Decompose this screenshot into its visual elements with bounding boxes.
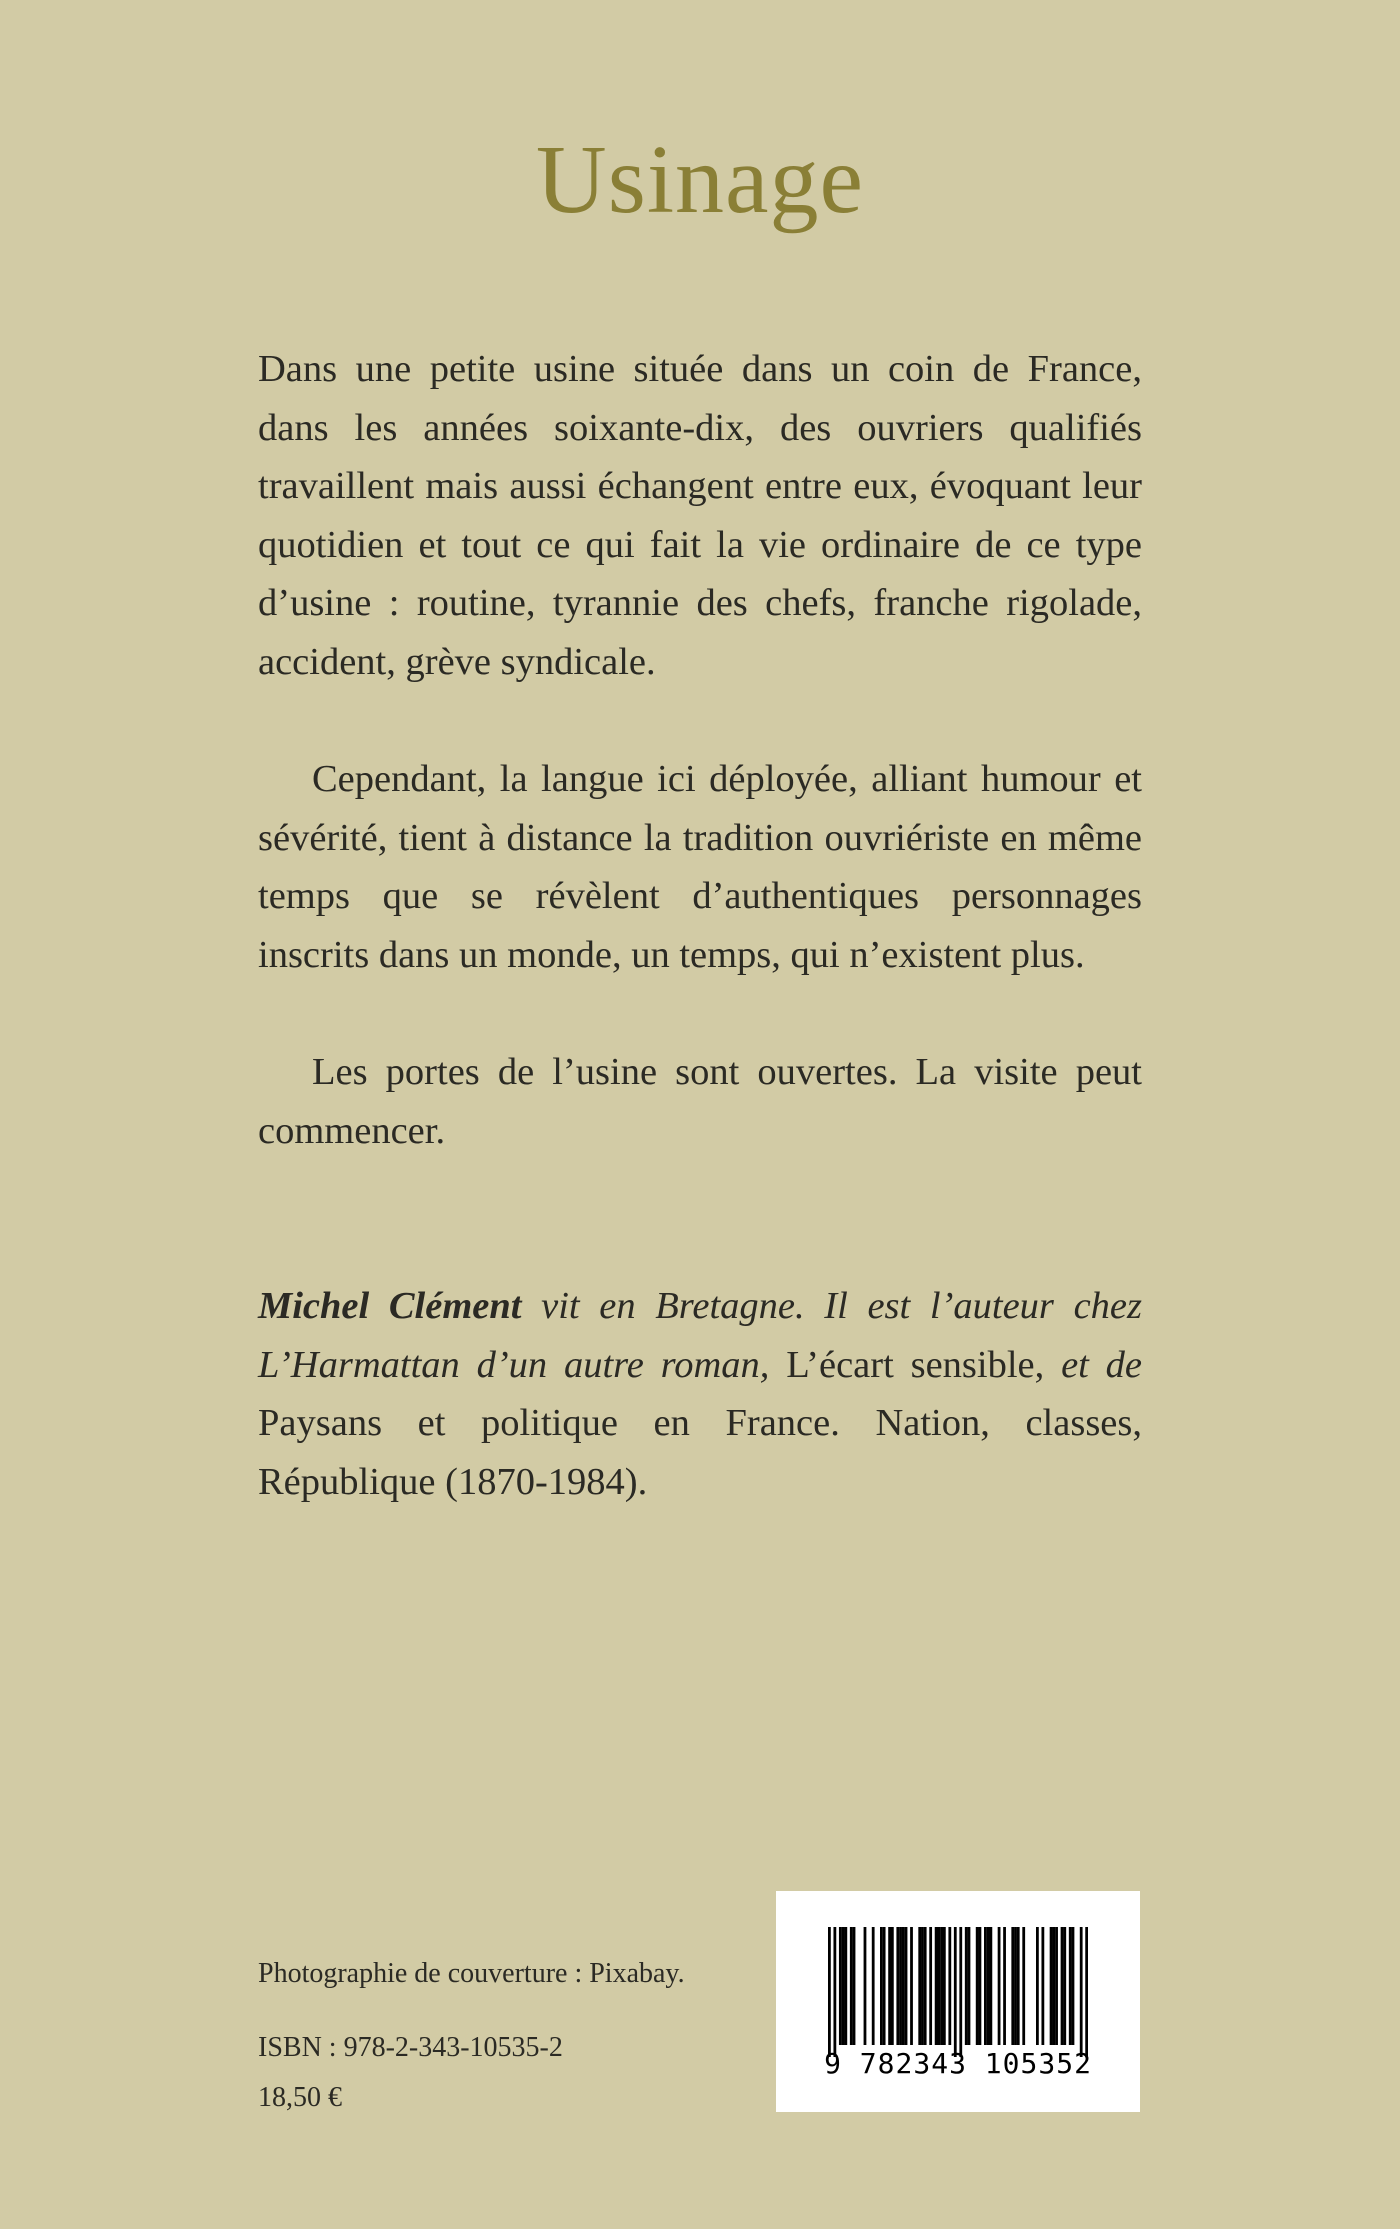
barcode-bar [902, 1927, 905, 2045]
barcode-bar [839, 1927, 842, 2045]
barcode-bar [1052, 1927, 1055, 2045]
blurb-paragraph-1: Dans une petite usine située dans un coin de France, dans les années soixante-dix, des ouvriers qualifiés travaillent mais aussi échangent entre eux, évoquant leur quotidien et tout ce qui fait la vie ordinaire de ce type d’usine : routine, tyrannie des chefs, franche rigolade, accident, grève syndicale. [258, 348, 1142, 683]
barcode-bar [979, 1927, 982, 2045]
back-cover-blurb [258, 340, 1142, 1570]
barcode-bar [910, 1927, 913, 2045]
barcode-bar [959, 1927, 962, 2057]
barcode-bar [948, 1927, 951, 2045]
barcode-bar [976, 1927, 979, 2045]
isbn: ISBN : 978-2-343-10535-2 [258, 2032, 563, 2063]
price: 18,50 € [258, 2082, 342, 2113]
barcode-bar [905, 1927, 908, 2045]
barcode-bar [1069, 1927, 1072, 2045]
barcode [776, 1891, 1140, 2112]
author-bio-text-1: vit en Bretagne. Il est l’auteur chez L’Harmattan d’un autre roman, [258, 1285, 1142, 1386]
barcode-bar [1022, 1927, 1025, 2045]
barcode-bar [940, 1927, 943, 2045]
barcode-bar [1011, 1927, 1014, 2045]
book-title-2: Paysans et politique en France. Nation, classes, République (1870-1984). [258, 1402, 1142, 1503]
barcode-bar [929, 1927, 932, 2045]
barcode-bar [1014, 1927, 1017, 2045]
barcode-bar [924, 1927, 927, 2045]
barcode-bar [872, 1927, 875, 2045]
barcode-bar [921, 1927, 924, 2045]
barcode-bar [1050, 1927, 1053, 2045]
barcode-bar [987, 1927, 990, 2045]
barcode-bar [1041, 1927, 1044, 2045]
blurb-paragraph-3: Les portes de l’usine sont ouvertes. La visite peut commencer. [258, 1051, 1142, 1152]
blurb-paragraph-2: Cependant, la langue ici déployée, alliant humour et sévérité, tient à distance la tradition ouvriériste en même temps que se révèlent d’authentiques personnages inscrits dans un monde, un temps, qui n’existent plus. [258, 758, 1142, 976]
book-title: Usinage [535, 126, 865, 234]
barcode-bar [935, 1927, 938, 2045]
barcode-bar [833, 1927, 836, 2057]
barcode-bar [880, 1927, 883, 2045]
book-title-1: L’écart sensible, [769, 1343, 1062, 1386]
barcode-bar [850, 1927, 853, 2045]
barcode-bar [1063, 1927, 1066, 2045]
barcode-bar [888, 1927, 891, 2045]
barcode-bar [998, 1927, 1001, 2045]
barcode-bar [1003, 1927, 1006, 2045]
barcode-bar [1072, 1927, 1075, 2045]
barcode-bar [984, 1927, 987, 2045]
barcode-bar [1036, 1927, 1039, 2045]
barcode-bar [844, 1927, 847, 2045]
barcode-bar [943, 1927, 946, 2045]
barcode-bar [864, 1927, 867, 2045]
author-bio-text-2: et de [1061, 1343, 1142, 1386]
barcode-bar [965, 1927, 968, 2045]
barcode-digits: 9 782343 105352 [824, 2047, 1092, 2080]
barcode-bar [853, 1927, 856, 2045]
barcode-bar [883, 1927, 886, 2045]
barcode-bar [1017, 1927, 1020, 2045]
barcode-bar [989, 1927, 992, 2045]
barcode-bar [1055, 1927, 1058, 2045]
barcode-bar [954, 1927, 957, 2057]
barcode-bar [968, 1927, 971, 2045]
barcode-bars [828, 1927, 1088, 2057]
author-name: Michel Clément [258, 1285, 522, 1327]
author-bio [258, 1277, 1142, 1511]
barcode-bar [1085, 1927, 1088, 2057]
barcode-bar [828, 1927, 831, 2057]
barcode-bar [842, 1927, 845, 2045]
barcode-bar [896, 1927, 899, 2045]
barcode-bar [899, 1927, 902, 2045]
photo-credit: Photographie de couverture : Pixabay. [258, 1958, 685, 1989]
barcode-bar [918, 1927, 921, 2045]
barcode-bar [1080, 1927, 1083, 2057]
barcode-bar [937, 1927, 940, 2045]
barcode-bar [891, 1927, 894, 2045]
barcode-bar [1061, 1927, 1064, 2045]
